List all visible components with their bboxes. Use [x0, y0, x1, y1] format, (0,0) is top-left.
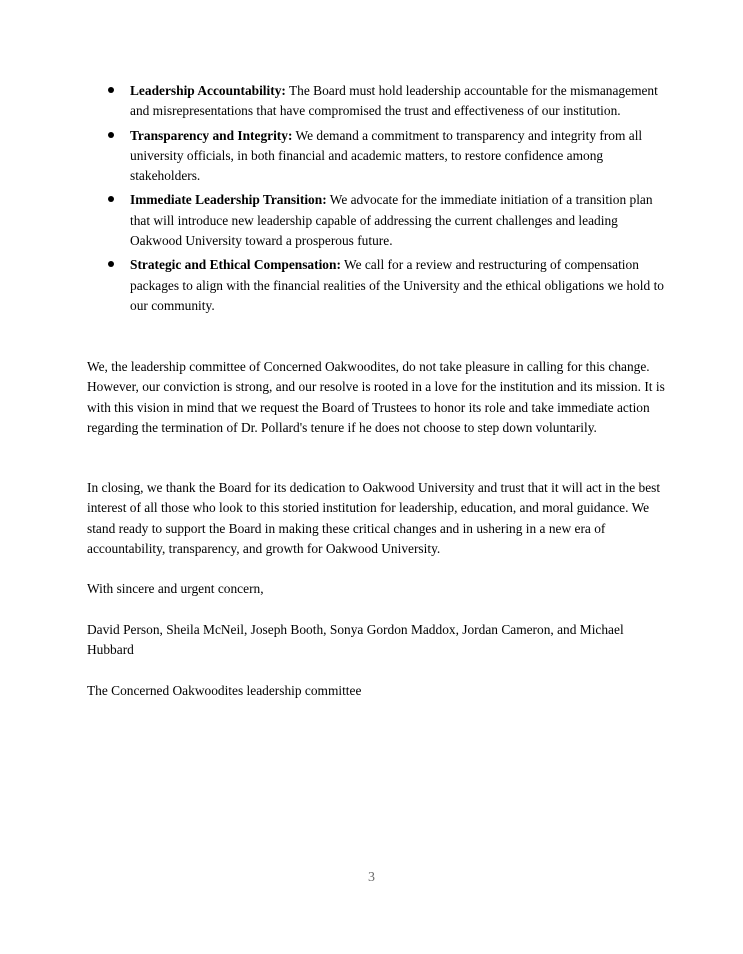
list-item: [87, 190, 667, 251]
bullet-text: We call for a review and restructuring of compensation packages to align with the financial realities of the University and the ethical obligations we hold to our community.: [130, 257, 664, 313]
page-number: 3: [368, 870, 375, 885]
signatories: David Person, Sheila McNeil, Joseph Booth, Sonya Gordon Maddox, Jordan Cameron, and Michael Hubbard: [87, 622, 624, 658]
bullet-icon: [108, 261, 114, 267]
list-item: [87, 126, 667, 187]
body-paragraph: We, the leadership committee of Concerned Oakwoodites, do not take pleasure in calling for this change. However, our conviction is strong, and our resolve is rooted in a love for the institution and its mission. It is with this vision in mind that we request the Board of Trustees to honor its role and take immediate action regarding the termination of Dr. Pollard's tenure if he does not choose to step down voluntarily.: [87, 359, 665, 435]
bullet-icon: [108, 132, 114, 138]
bullet-title: Transparency and Integrity:: [130, 127, 293, 143]
bullet-title: Leadership Accountability:: [130, 83, 286, 98]
list-item: [87, 255, 667, 316]
committee-name: The Concerned Oakwoodites leadership committee: [87, 683, 362, 698]
bullet-text: We advocate for the immediate initiation of a transition plan that will introduce new leadership capable of addressing the current challenges and leading Oakwood University toward a prosperous future.: [130, 192, 653, 249]
bullet-icon: [108, 196, 114, 202]
closing-line: With sincere and urgent concern,: [87, 581, 264, 596]
bullet-title: Strategic and Ethical Compensation:: [130, 257, 341, 273]
list-item: [87, 81, 667, 122]
bullet-text: The Board must hold leadership accountable for the mismanagement and misrepresentations that have compromised the trust and effectiveness of our institution.: [130, 83, 658, 119]
bullet-icon: [108, 87, 114, 93]
body-paragraph: In closing, we thank the Board for its dedication to Oakwood University and trust that it will act in the best interest of all those who look to this storied institution for leadership, education, and moral guidance. We stand ready to support the Board in making these critical changes and in ushering in a new era of accountability, transparency, and growth for Oakwood University.: [87, 480, 661, 556]
bullet-title: Immediate Leadership Transition:: [130, 192, 327, 208]
demands-list: [87, 81, 667, 320]
bullet-text: We demand a commitment to transparency and integrity from all university officials, in both financial and academic matters, to restore confidence among stakeholders.: [130, 127, 643, 184]
